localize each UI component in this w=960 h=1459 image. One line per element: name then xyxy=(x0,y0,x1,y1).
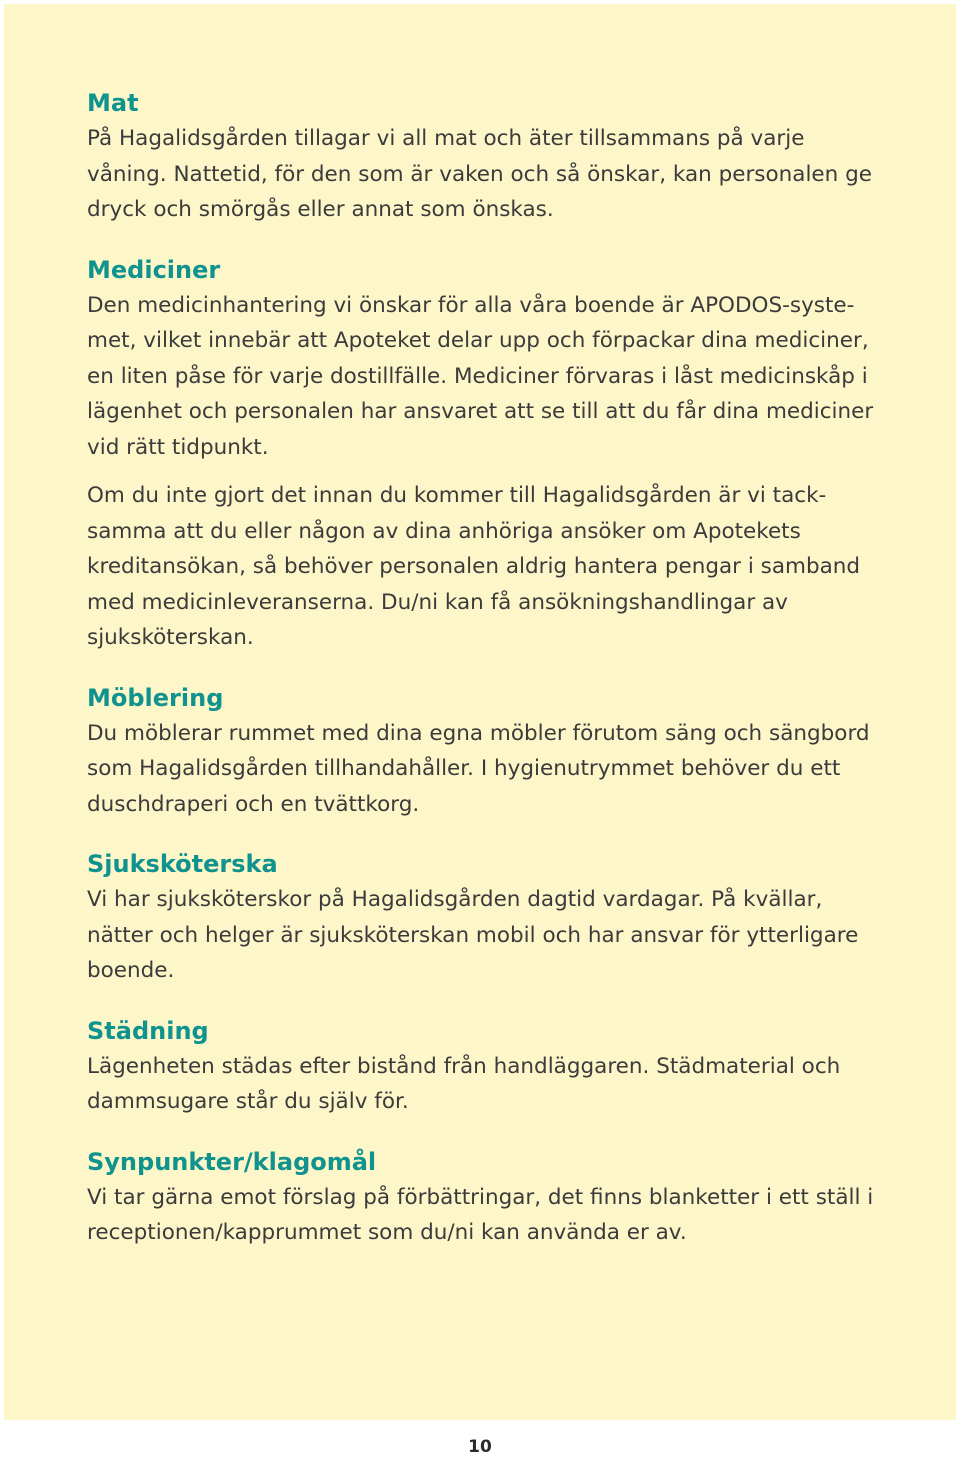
section-heading: Synpunkter/klagomål xyxy=(87,1147,377,1176)
section-heading: Städning xyxy=(87,1016,209,1045)
section-heading: Mediciner xyxy=(87,255,221,284)
section-paragraph: Vi tar gärna emot förslag på förbättringar, det finns blanketter i ett ställ i receptionen/kapprummet som du/ni kan använda er av. xyxy=(87,1184,874,1245)
section-paragraph: Du möblerar rummet med dina egna möbler förutom säng och sängbord som Hagalidsgården tillhandahåller. I hygienutrymmet behöver du ett duschdraperi och en tvättkorg. xyxy=(87,720,870,817)
document-body xyxy=(87,86,899,1251)
section-heading: Mat xyxy=(87,89,139,117)
section-paragraph: På Hagalidsgården tillagar vi all mat och äter tillsammans på varje våning. Nattetid, för den som är vaken och så önskar, kan personalen ge dryck och smörgås eller annat som önskas. xyxy=(87,126,872,222)
section-paragraph: Den medicinhantering vi önskar för alla våra boende är APODOS-syste- met, vilket innebär att Apoteket delar upp och förpackar dina mediciner, en liten påse för varje dostillfälle. Mediciner förvaras i låst medicinskåp i lägenhet och personalen har ansvaret att se till att du får dina mediciner vid rätt tidpunkt. xyxy=(87,292,874,460)
section-mat xyxy=(87,86,899,228)
section-mediciner xyxy=(87,253,899,656)
section-stadning xyxy=(87,1014,899,1120)
section-sjukskoterska xyxy=(87,847,899,989)
section-paragraph: Lägenheten städas efter bistånd från handläggaren. Städmaterial och dammsugare står du själv för. xyxy=(87,1053,841,1114)
section-paragraph: Om du inte gjort det innan du kommer till Hagalidsgården är vi tack- samma att du eller någon av dina anhöriga ansöker om Apotekets kreditansökan, så behöver personalen aldrig hantera pengar i samband med medicinleveranserna. Du/ni kan få ansökningshandlingar av sjuksköterskan. xyxy=(87,483,861,650)
page-number: 10 xyxy=(468,1437,492,1457)
section-heading: Möblering xyxy=(87,683,224,712)
section-synpunkter xyxy=(87,1145,899,1251)
section-paragraph: Vi har sjuksköterskor på Hagalidsgården dagtid vardagar. På kvällar, nätter och helger är sjuksköterskan mobil och har ansvar för ytterligare boende. xyxy=(87,887,859,983)
section-moblering xyxy=(87,681,899,823)
section-heading: Sjuksköterska xyxy=(87,850,278,878)
